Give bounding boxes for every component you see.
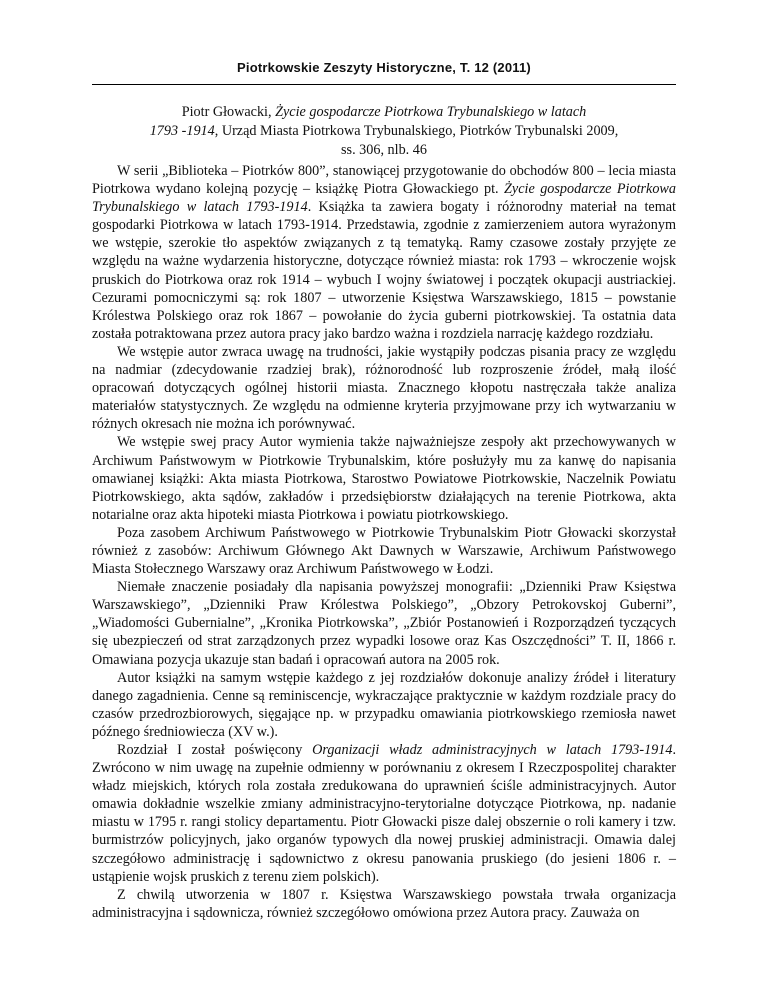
paragraph: Rozdział I został poświęcony Organizacji władz administracyjnych w latach 1793-1914. Zwrócono w nim uwagę na zupełnie odmienny w porównaniu z okresem I Rzeczpospolitej charakter władz miejskich, których rola została zredukowana do uprawnień ściśle administracyjnych. Autor omawia dokładnie wszelkie zmiany administracyjno-terytorialne dotyczące Piotrkowa, np. nadanie miastu w 1795 r. rangi stolicy departamentu. Piotr Głowacki pisze dalej obszernie o roli kamery i tzw. burmistrzów policyjnych, jako organów typowych dla nowej pruskiej administracji. Omawia dalej szczegółowo administrację i sądownictwo z okresu panowania pruskiego (do jesieni 1806 r. – ustąpienie wojsk pruskich z terenu ziem polskich). — [92, 742, 677, 885]
paragraph: Niemałe znaczenie posiadały dla napisania powyższej monografii: „Dzienniki Praw Księstwa Warszawskiego”, „Dzienniki Praw Królestwa Polskiego”, „Obzory Petrokovskoj Guberni”, „Wiadomości Gubernialne”, „Kronika Piotrkowska”, „Zbiór Postanowień i Rozporządzeń tyczących się ubezpieczeń od strat zarządzonych przez wypadki losowe oraz Kas Oszczędności” T. II, 1866 r. Omawiana pozycja ukazuje stan badań i opracowań autora na 2005 rok. — [92, 579, 676, 668]
book-author: Piotr Głowacki, — [181, 104, 276, 120]
journal-header: Piotrkowskie Zeszyty Historyczne, T. 12 (2011) — [237, 60, 531, 75]
bibliographic-entry — [92, 103, 676, 160]
book-title: Życie gospodarcze Piotrkowa Trybunalskiego w latach — [275, 104, 587, 120]
paragraph: W serii „Biblioteka – Piotrków 800”, stanowiącej przygotowanie do obchodów 800 – lecia miasta Piotrkowa wydano kolejną pozycję – książkę Piotra Głowackiego pt. Życie gospodarcze Piotrkowa Trybunalskiego w latach 1793-1914. Książka ta zawiera bogaty i różnorodny materiał na temat gospodarki Piotrkowa w latach 1793-1914. Przedstawia, zgodnie z zamierzeniem autora wyrażonym we wstępie, szerokie tło aspektów związanych z tą tematyką. Ramy czasowe zostały przyjęte ze względu na ważne wydarzenia historyczne, dotyczące również miasta: rok 1793 – wkroczenie wojsk pruskich do Piotrkowa oraz rok 1914 – wybuch I wojny światowej i początek okupacji austriackiej. Cezurami pomocniczymi są: rok 1807 – utworzenie Księstwa Warszawskiego, 1815 – powstanie Królestwa Polskiego oraz rok 1867 – powołanie do życia guberni piotrkowskiej. Ta ostatnia data została potraktowana przez autora pracy jako bardzo ważna i rozdziela narrację każdego rozdziału. — [92, 163, 676, 342]
book-title-years: 1793 -1914 — [149, 123, 215, 139]
paragraph: We wstępie swej pracy Autor wymienia także najważniejsze zespoły akt przechowywanych w Archiwum Państwowym w Piotrkowie Trybunalskim, które posłużyły mu za kanwę do napisania omawianej książki: Akta miasta Piotrkowa, Starostwo Powiatowe Piotrkowskie, Naczelnik Powiatu Piotrkowskiego, akta sądów, zakładów i przedsiębiorstw działających na terenie Piotrkowa, akta notarialne oraz akta hipoteki miasta Piotrkowa i powiatu piotrkowskiego. — [92, 434, 676, 523]
paragraph: Poza zasobem Archiwum Państwowego w Piotrkowie Trybunalskim Piotr Głowacki skorzystał również z zasobów: Archiwum Głównego Akt Dawnych w Warszawie, Archiwum Państwowego Miasta Stołecznego Warszawy oraz Archiwum Państwowego w Łodzi. — [92, 524, 676, 578]
paragraph: We wstępie autor zwraca uwagę na trudności, jakie wystąpiły podczas pisania pracy ze względu na nadmiar (zdecydowanie rzadziej brak), różnorodność lub rozproszenie źródeł, małą ilość opracowań dotyczących ogólnej historii miasta. Znacznego kłopotu nastręczała także analiza materiałów statystycznych. Ze względu na odmienne kryteria przyjmowane przy ich wytwarzaniu w różnych okresach nie można ich porównywać. — [92, 343, 676, 433]
header-rule — [92, 84, 676, 85]
paragraph: Z chwilą utworzenia w 1807 r. Księstwa Warszawskiego powstała trwała organizacja administracyjna i sądownicza, również szczegółowo omówiona przez Autora pracy. Zauważa on — [92, 886, 676, 921]
paragraph: Autor książki na samym wstępie każdego z jej rozdziałów dokonuje analizy źródeł i literatury danego zagadnienia. Cenne są reminiscencje, wykraczające praktycznie w każdym rozdziale pracy do czasów przedrozbiorowych, sięgające np. w przypadku omawiania piotrkowskiego rzemiosła nawet późnego średniowiecza (XV w.). — [92, 669, 676, 740]
book-pages: ss. 306, nlb. 46 — [341, 142, 427, 158]
book-publisher: , Urząd Miasta Piotrkowa Trybunalskiego, Piotrków Trybunalski 2009, — [214, 123, 619, 139]
review-body — [92, 162, 676, 922]
